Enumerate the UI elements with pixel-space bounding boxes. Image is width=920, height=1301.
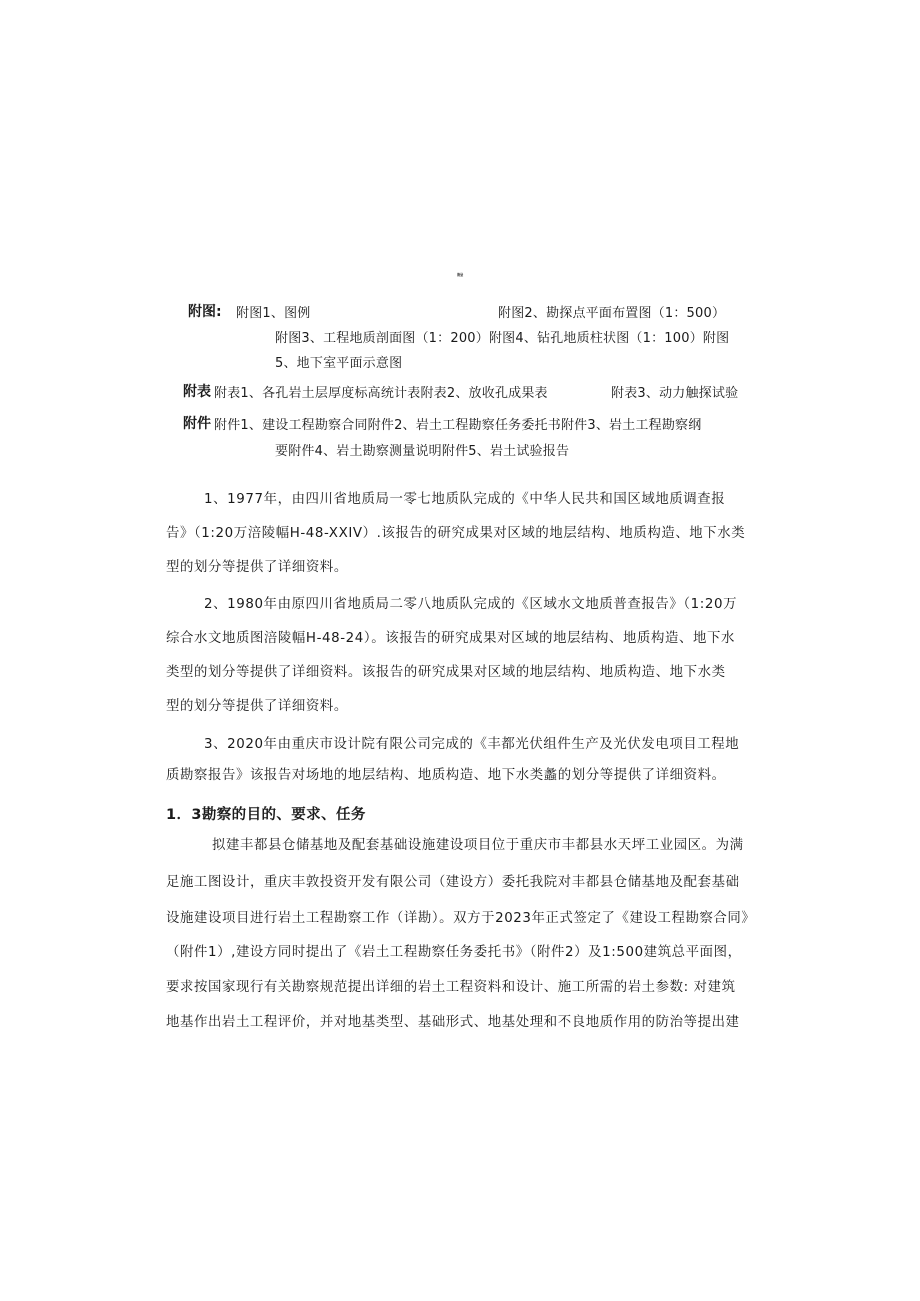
reference-3-line-2: 质勘察报告》该报告对场地的地层结构、地质构造、地下水类蠡的划分等提供了详细资料。 (166, 768, 726, 783)
reference-1-line-2: 告》（1:20万涪陵幅H-48-XXIV）.该报告的研究成果对区域的地层结构、地质构造、地下水类 (166, 526, 746, 541)
figures-line-3: 5、地下室平面示意图 (275, 356, 403, 371)
figures-label: 附图: (188, 304, 222, 320)
figures-line-1b: 附图2、勘探点平面布置图（1：500） (498, 306, 726, 321)
reference-2-line-1: 2、1980年由原四川省地质局二零八地质队完成的《区域水文地质普查报告》（1:20万 (204, 597, 738, 612)
tables-label: 附表 (183, 384, 211, 400)
attachments-line-2: 要附件4、岩土勘察测量说明附件5、岩土试验报告 (275, 444, 570, 459)
section-heading: 1．3勘察的目的、要求、任务 (166, 807, 366, 823)
section-line-3: 设施建设项目进行岩土工程勘察工作（详勘）。双方于2023年正式签定了《建设工程勘察合同》 (166, 911, 756, 926)
reference-2-line-4: 型的划分等提供了详细资料。 (166, 699, 348, 714)
section-line-4: （附件1）,建设方同时提出了《岩土工程勘察任务委托书》（附件2）及1:500建筑总平面图， (166, 945, 742, 960)
section-line-6: 地基作出岩土工程评价，并对地基类型、基础形式、地基处理和不良地质作用的防治等提出建 (166, 1015, 740, 1030)
reference-2-line-3: 类型的划分等提供了详细资料。该报告的研究成果对区域的地层结构、地质构造、地下水类 (166, 665, 726, 680)
section-line-2: 足施工图设计，重庆丰敦投资开发有限公司（建设方）委托我院对丰都县仓储基地及配套基础 (166, 875, 740, 890)
appendix-title: 附录 (457, 273, 463, 277)
section-line-5: 要求按国家现行有关勘察规范提出详细的岩土工程资料和设计、施工所需的岩土参数: 对建筑 (166, 980, 736, 995)
reference-3-line-1: 3、2020年由重庆市设计院有限公司完成的《丰都光伏组件生产及光伏发电项目工程地 (204, 737, 740, 752)
figures-line-1a: 附图1、图例 (236, 306, 311, 321)
reference-1-line-3: 型的划分等提供了详细资料。 (166, 560, 348, 575)
figures-line-2: 附图3、工程地质剖面图（1：200）附图4、钻孔地质柱状图（1：100）附图 (275, 331, 730, 346)
attachments-label: 附件 (183, 416, 211, 432)
section-line-1: 拟建丰都县仓储基地及配套基础设施建设项目位于重庆市丰都县水天坪工业园区。为满 (212, 838, 744, 853)
reference-2-line-2: 综合水文地质图涪陵幅H-48-24）。该报告的研究成果对区域的地层结构、地质构造、地下水 (166, 631, 735, 646)
tables-line-a: 附表1、各孔岩土层厚度标高统计表附表2、放收孔成果表 (214, 386, 548, 401)
tables-line-b: 附表3、动力触探试验 (611, 386, 739, 401)
reference-1-line-1: 1、1977年，由四川省地质局一零七地质队完成的《中华人民共和国区域地质调查报 (204, 492, 726, 507)
attachments-line-1: 附件1、建设工程勘察合同附件2、岩土工程勘察任务委托书附件3、岩土工程勘察纲 (214, 418, 702, 433)
